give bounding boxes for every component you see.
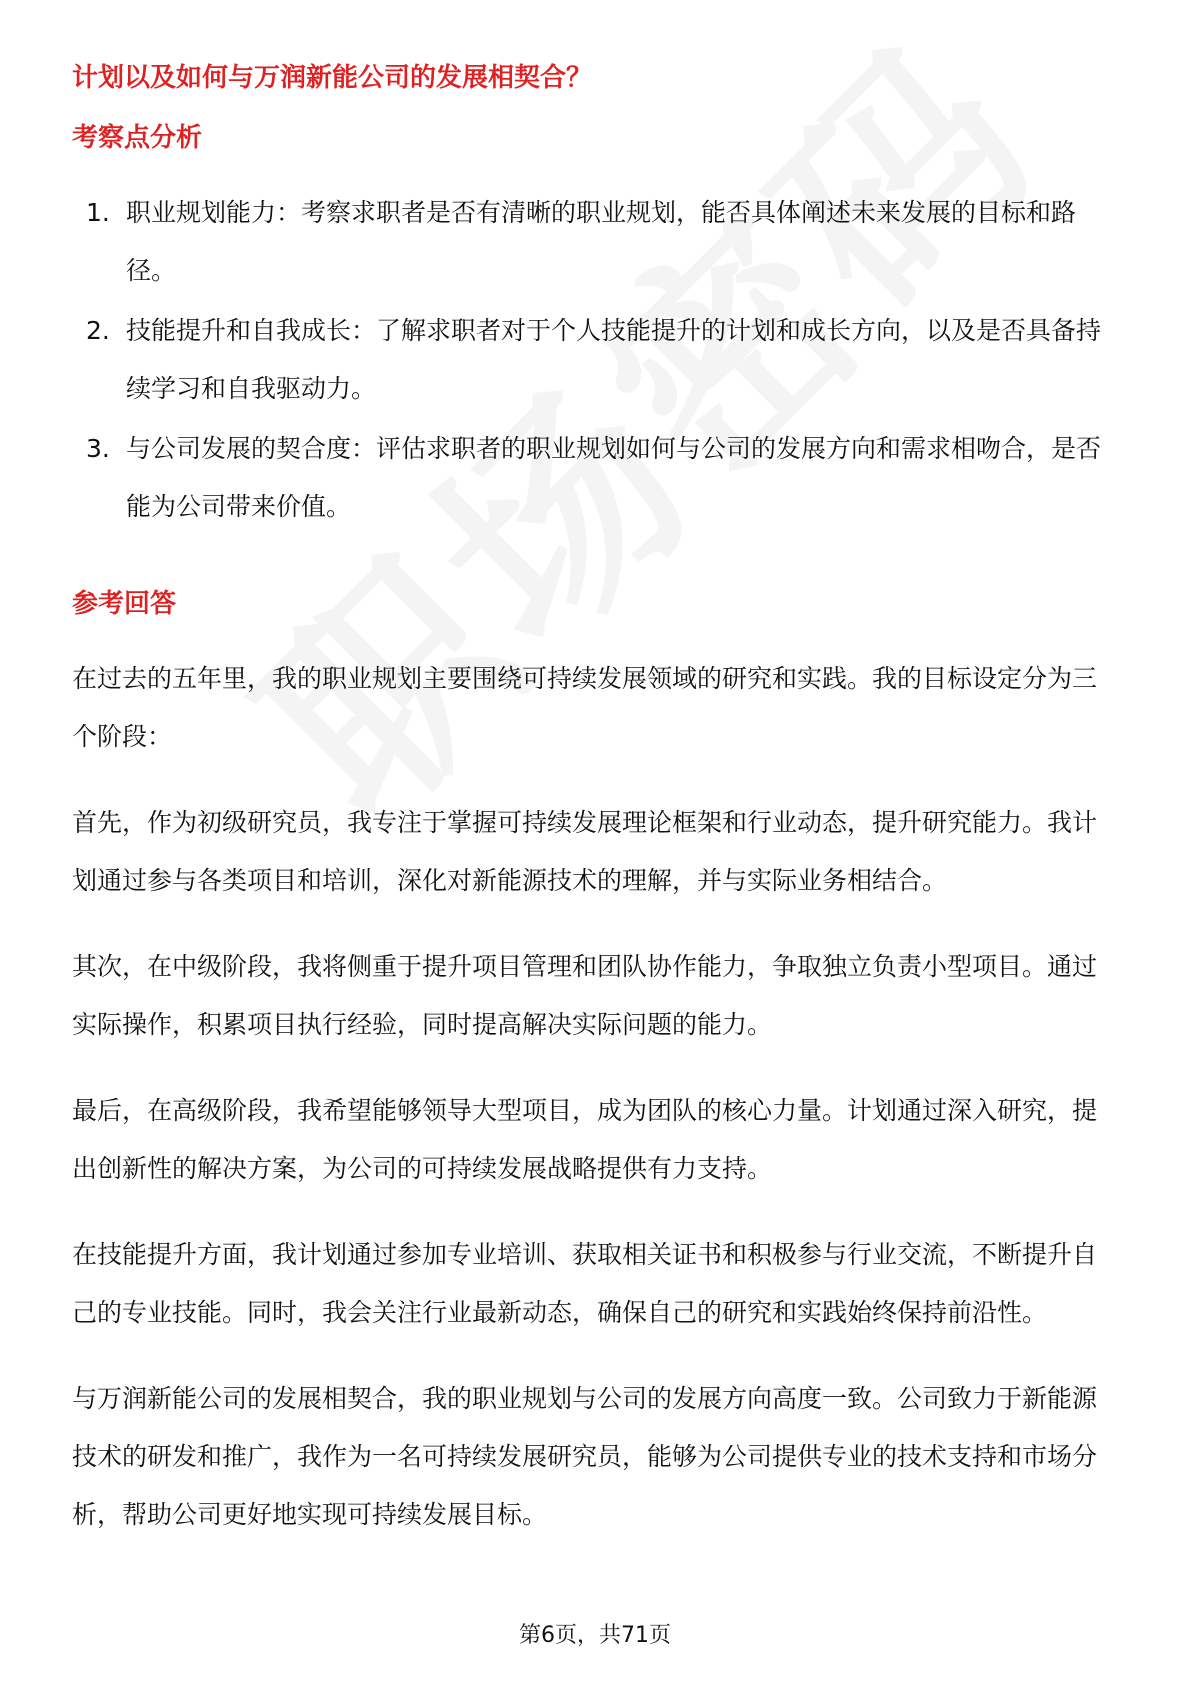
document-body <box>72 58 1118 1572</box>
page-number: 第6页，共71页 <box>519 1623 671 1648</box>
list-number: 1. <box>86 198 110 227</box>
list-text: 技能提升和自我成长：了解求职者对于个人技能提升的计划和成长方向，以及是否具备持续学习和自我驱动力。 <box>126 316 1102 403</box>
list-item <box>72 184 1118 300</box>
analysis-heading: 考察点分析 <box>72 123 203 153</box>
answer-paragraph: 首先，作为初级研究员，我专注于掌握可持续发展理论框架和行业动态，提升研究能力。我计划通过参与各类项目和培训，深化对新能源技术的理解，并与实际业务相结合。 <box>72 808 1098 895</box>
analysis-list <box>72 184 1118 536</box>
list-number: 3. <box>86 434 110 463</box>
list-item <box>72 302 1118 418</box>
answer-paragraph: 与万润新能公司的发展相契合，我的职业规划与公司的发展方向高度一致。公司致力于新能源技术的研发和推广，我作为一名可持续发展研究员，能够为公司提供专业的技术支持和市场分析，帮助公司更好地实现可持续发展目标。 <box>72 1384 1098 1529</box>
answer-heading: 参考回答 <box>72 589 177 619</box>
answer-paragraph: 在技能提升方面，我计划通过参加专业培训、获取相关证书和积极参与行业交流，不断提升自己的专业技能。同时，我会关注行业最新动态，确保自己的研究和实践始终保持前沿性。 <box>72 1240 1098 1327</box>
answer-paragraph: 最后，在高级阶段，我希望能够领导大型项目，成为团队的核心力量。计划通过深入研究，提出创新性的解决方案，为公司的可持续发展战略提供有力支持。 <box>72 1096 1098 1183</box>
answer-paragraph: 其次，在中级阶段，我将侧重于提升项目管理和团队协作能力，争取独立负责小型项目。通过实际操作，积累项目执行经验，同时提高解决实际问题的能力。 <box>72 952 1098 1039</box>
list-number: 2. <box>86 316 110 345</box>
list-item <box>72 420 1118 536</box>
question-heading: 计划以及如何与万润新能公司的发展相契合？ <box>72 63 593 93</box>
list-text: 与公司发展的契合度：评估求职者的职业规划如何与公司的发展方向和需求相吻合，是否能为公司带来价值。 <box>126 434 1102 521</box>
answer-paragraph: 在过去的五年里，我的职业规划主要围绕可持续发展领域的研究和实践。我的目标设定分为三个阶段： <box>72 664 1098 751</box>
list-text: 职业规划能力：考察求职者是否有清晰的职业规划，能否具体阐述未来发展的目标和路径。 <box>126 198 1077 285</box>
